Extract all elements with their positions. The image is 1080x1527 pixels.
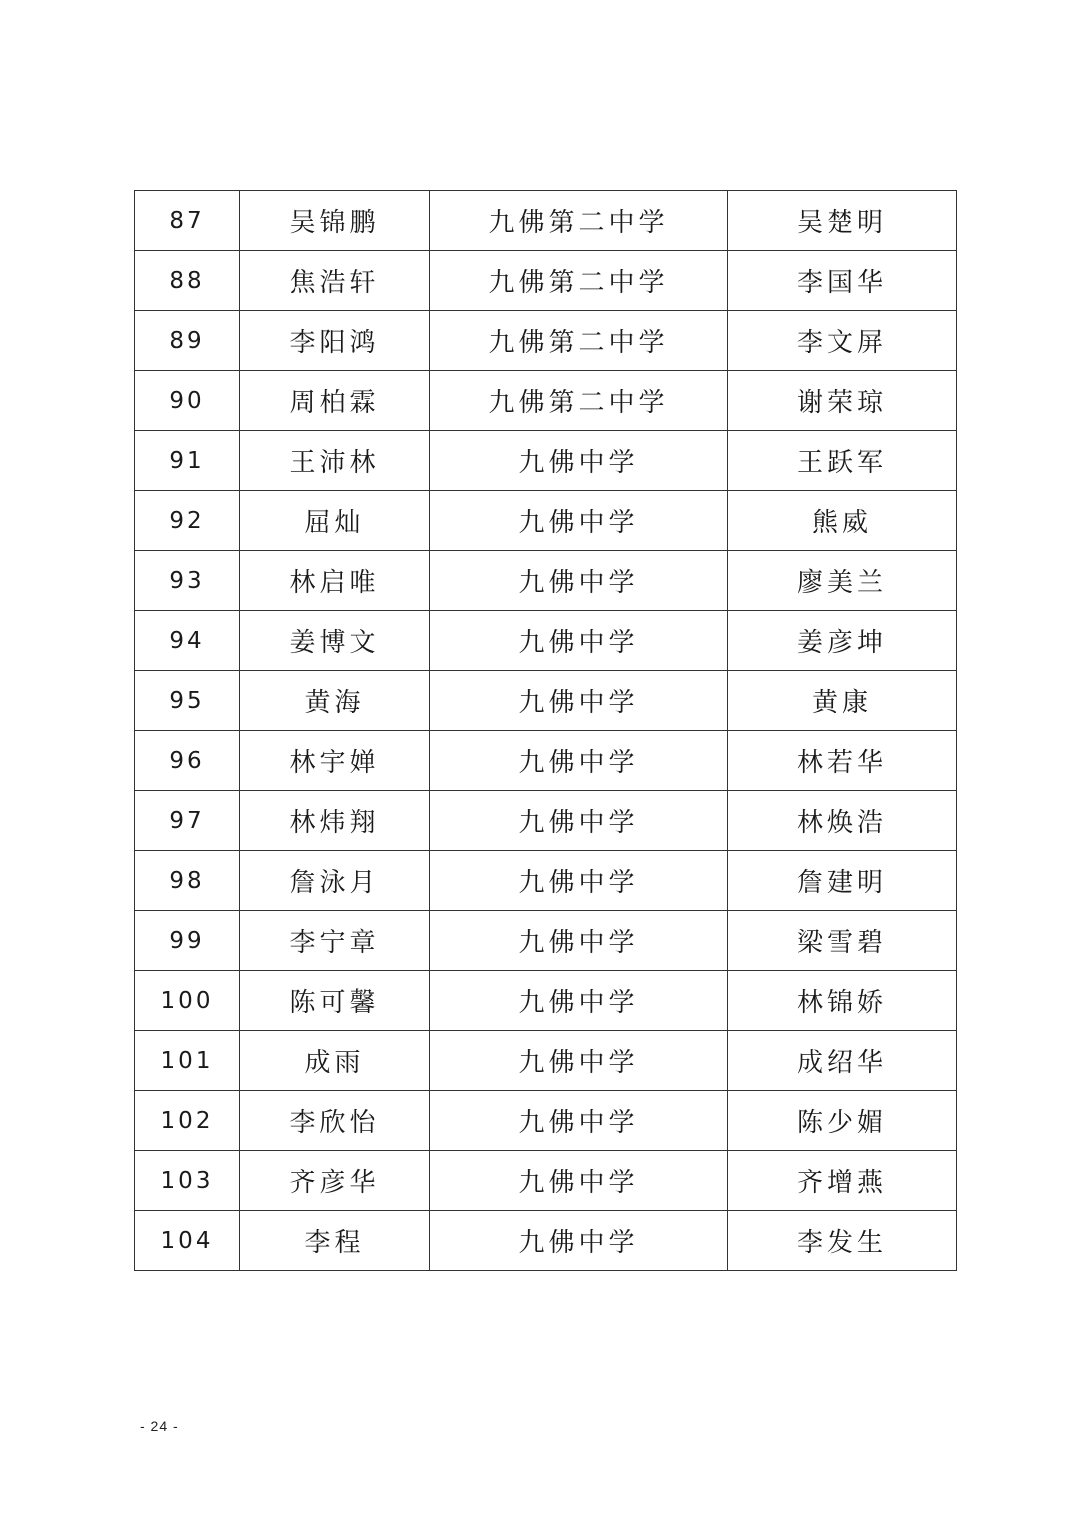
teacher-name: 吴楚明 — [728, 191, 957, 251]
teacher-name: 齐增燕 — [728, 1151, 957, 1211]
table-row — [135, 251, 957, 311]
school-name: 九佛中学 — [430, 851, 728, 911]
student-name: 李程 — [240, 1211, 430, 1271]
table-row — [135, 1091, 957, 1151]
row-number: 91 — [135, 431, 240, 491]
teacher-name: 林锦娇 — [728, 971, 957, 1031]
student-name: 黄海 — [240, 671, 430, 731]
student-name: 成雨 — [240, 1031, 430, 1091]
table-row — [135, 551, 957, 611]
student-name: 屈灿 — [240, 491, 430, 551]
table-row — [135, 191, 957, 251]
teacher-name: 廖美兰 — [728, 551, 957, 611]
student-name: 李阳鸿 — [240, 311, 430, 371]
table-body — [135, 191, 957, 1271]
school-name: 九佛中学 — [430, 1091, 728, 1151]
school-name: 九佛第二中学 — [430, 311, 728, 371]
school-name: 九佛中学 — [430, 731, 728, 791]
table-row — [135, 491, 957, 551]
row-number: 87 — [135, 191, 240, 251]
row-number: 93 — [135, 551, 240, 611]
student-name: 陈可馨 — [240, 971, 430, 1031]
row-number: 101 — [135, 1031, 240, 1091]
school-name: 九佛中学 — [430, 911, 728, 971]
table-row — [135, 1151, 957, 1211]
teacher-name: 李国华 — [728, 251, 957, 311]
student-name: 林炜翔 — [240, 791, 430, 851]
table-row — [135, 971, 957, 1031]
table-row — [135, 311, 957, 371]
table-row — [135, 371, 957, 431]
table-row — [135, 791, 957, 851]
teacher-name: 陈少媚 — [728, 1091, 957, 1151]
student-name: 周柏霖 — [240, 371, 430, 431]
teacher-name: 黄康 — [728, 671, 957, 731]
student-name: 李宁章 — [240, 911, 430, 971]
table-row — [135, 1211, 957, 1271]
teacher-name: 谢荣琼 — [728, 371, 957, 431]
row-number: 88 — [135, 251, 240, 311]
table-row — [135, 431, 957, 491]
student-name: 姜博文 — [240, 611, 430, 671]
teacher-name: 成绍华 — [728, 1031, 957, 1091]
row-number: 95 — [135, 671, 240, 731]
student-name: 吴锦鹏 — [240, 191, 430, 251]
school-name: 九佛中学 — [430, 491, 728, 551]
teacher-name: 林焕浩 — [728, 791, 957, 851]
row-number: 98 — [135, 851, 240, 911]
row-number: 104 — [135, 1211, 240, 1271]
table-row — [135, 671, 957, 731]
award-roster-table — [134, 190, 957, 1271]
teacher-name: 林若华 — [728, 731, 957, 791]
school-name: 九佛中学 — [430, 971, 728, 1031]
row-number: 92 — [135, 491, 240, 551]
table-row — [135, 731, 957, 791]
teacher-name: 王跃军 — [728, 431, 957, 491]
table-row — [135, 1031, 957, 1091]
school-name: 九佛中学 — [430, 671, 728, 731]
page-number: - 24 - — [140, 1418, 179, 1434]
student-name: 林宇婵 — [240, 731, 430, 791]
school-name: 九佛第二中学 — [430, 371, 728, 431]
table-row — [135, 851, 957, 911]
school-name: 九佛中学 — [430, 611, 728, 671]
row-number: 99 — [135, 911, 240, 971]
row-number: 97 — [135, 791, 240, 851]
row-number: 102 — [135, 1091, 240, 1151]
school-name: 九佛中学 — [430, 551, 728, 611]
school-name: 九佛中学 — [430, 1211, 728, 1271]
student-name: 李欣怡 — [240, 1091, 430, 1151]
table-row — [135, 611, 957, 671]
teacher-name: 詹建明 — [728, 851, 957, 911]
teacher-name: 梁雪碧 — [728, 911, 957, 971]
student-name: 林启唯 — [240, 551, 430, 611]
teacher-name: 李文屏 — [728, 311, 957, 371]
school-name: 九佛中学 — [430, 1031, 728, 1091]
teacher-name: 李发生 — [728, 1211, 957, 1271]
school-name: 九佛第二中学 — [430, 251, 728, 311]
student-name: 王沛林 — [240, 431, 430, 491]
school-name: 九佛第二中学 — [430, 191, 728, 251]
student-name: 齐彦华 — [240, 1151, 430, 1211]
row-number: 90 — [135, 371, 240, 431]
student-name: 焦浩轩 — [240, 251, 430, 311]
teacher-name: 姜彦坤 — [728, 611, 957, 671]
row-number: 96 — [135, 731, 240, 791]
table-row — [135, 911, 957, 971]
row-number: 100 — [135, 971, 240, 1031]
row-number: 103 — [135, 1151, 240, 1211]
teacher-name: 熊威 — [728, 491, 957, 551]
school-name: 九佛中学 — [430, 791, 728, 851]
row-number: 94 — [135, 611, 240, 671]
school-name: 九佛中学 — [430, 431, 728, 491]
student-name: 詹泳月 — [240, 851, 430, 911]
school-name: 九佛中学 — [430, 1151, 728, 1211]
row-number: 89 — [135, 311, 240, 371]
